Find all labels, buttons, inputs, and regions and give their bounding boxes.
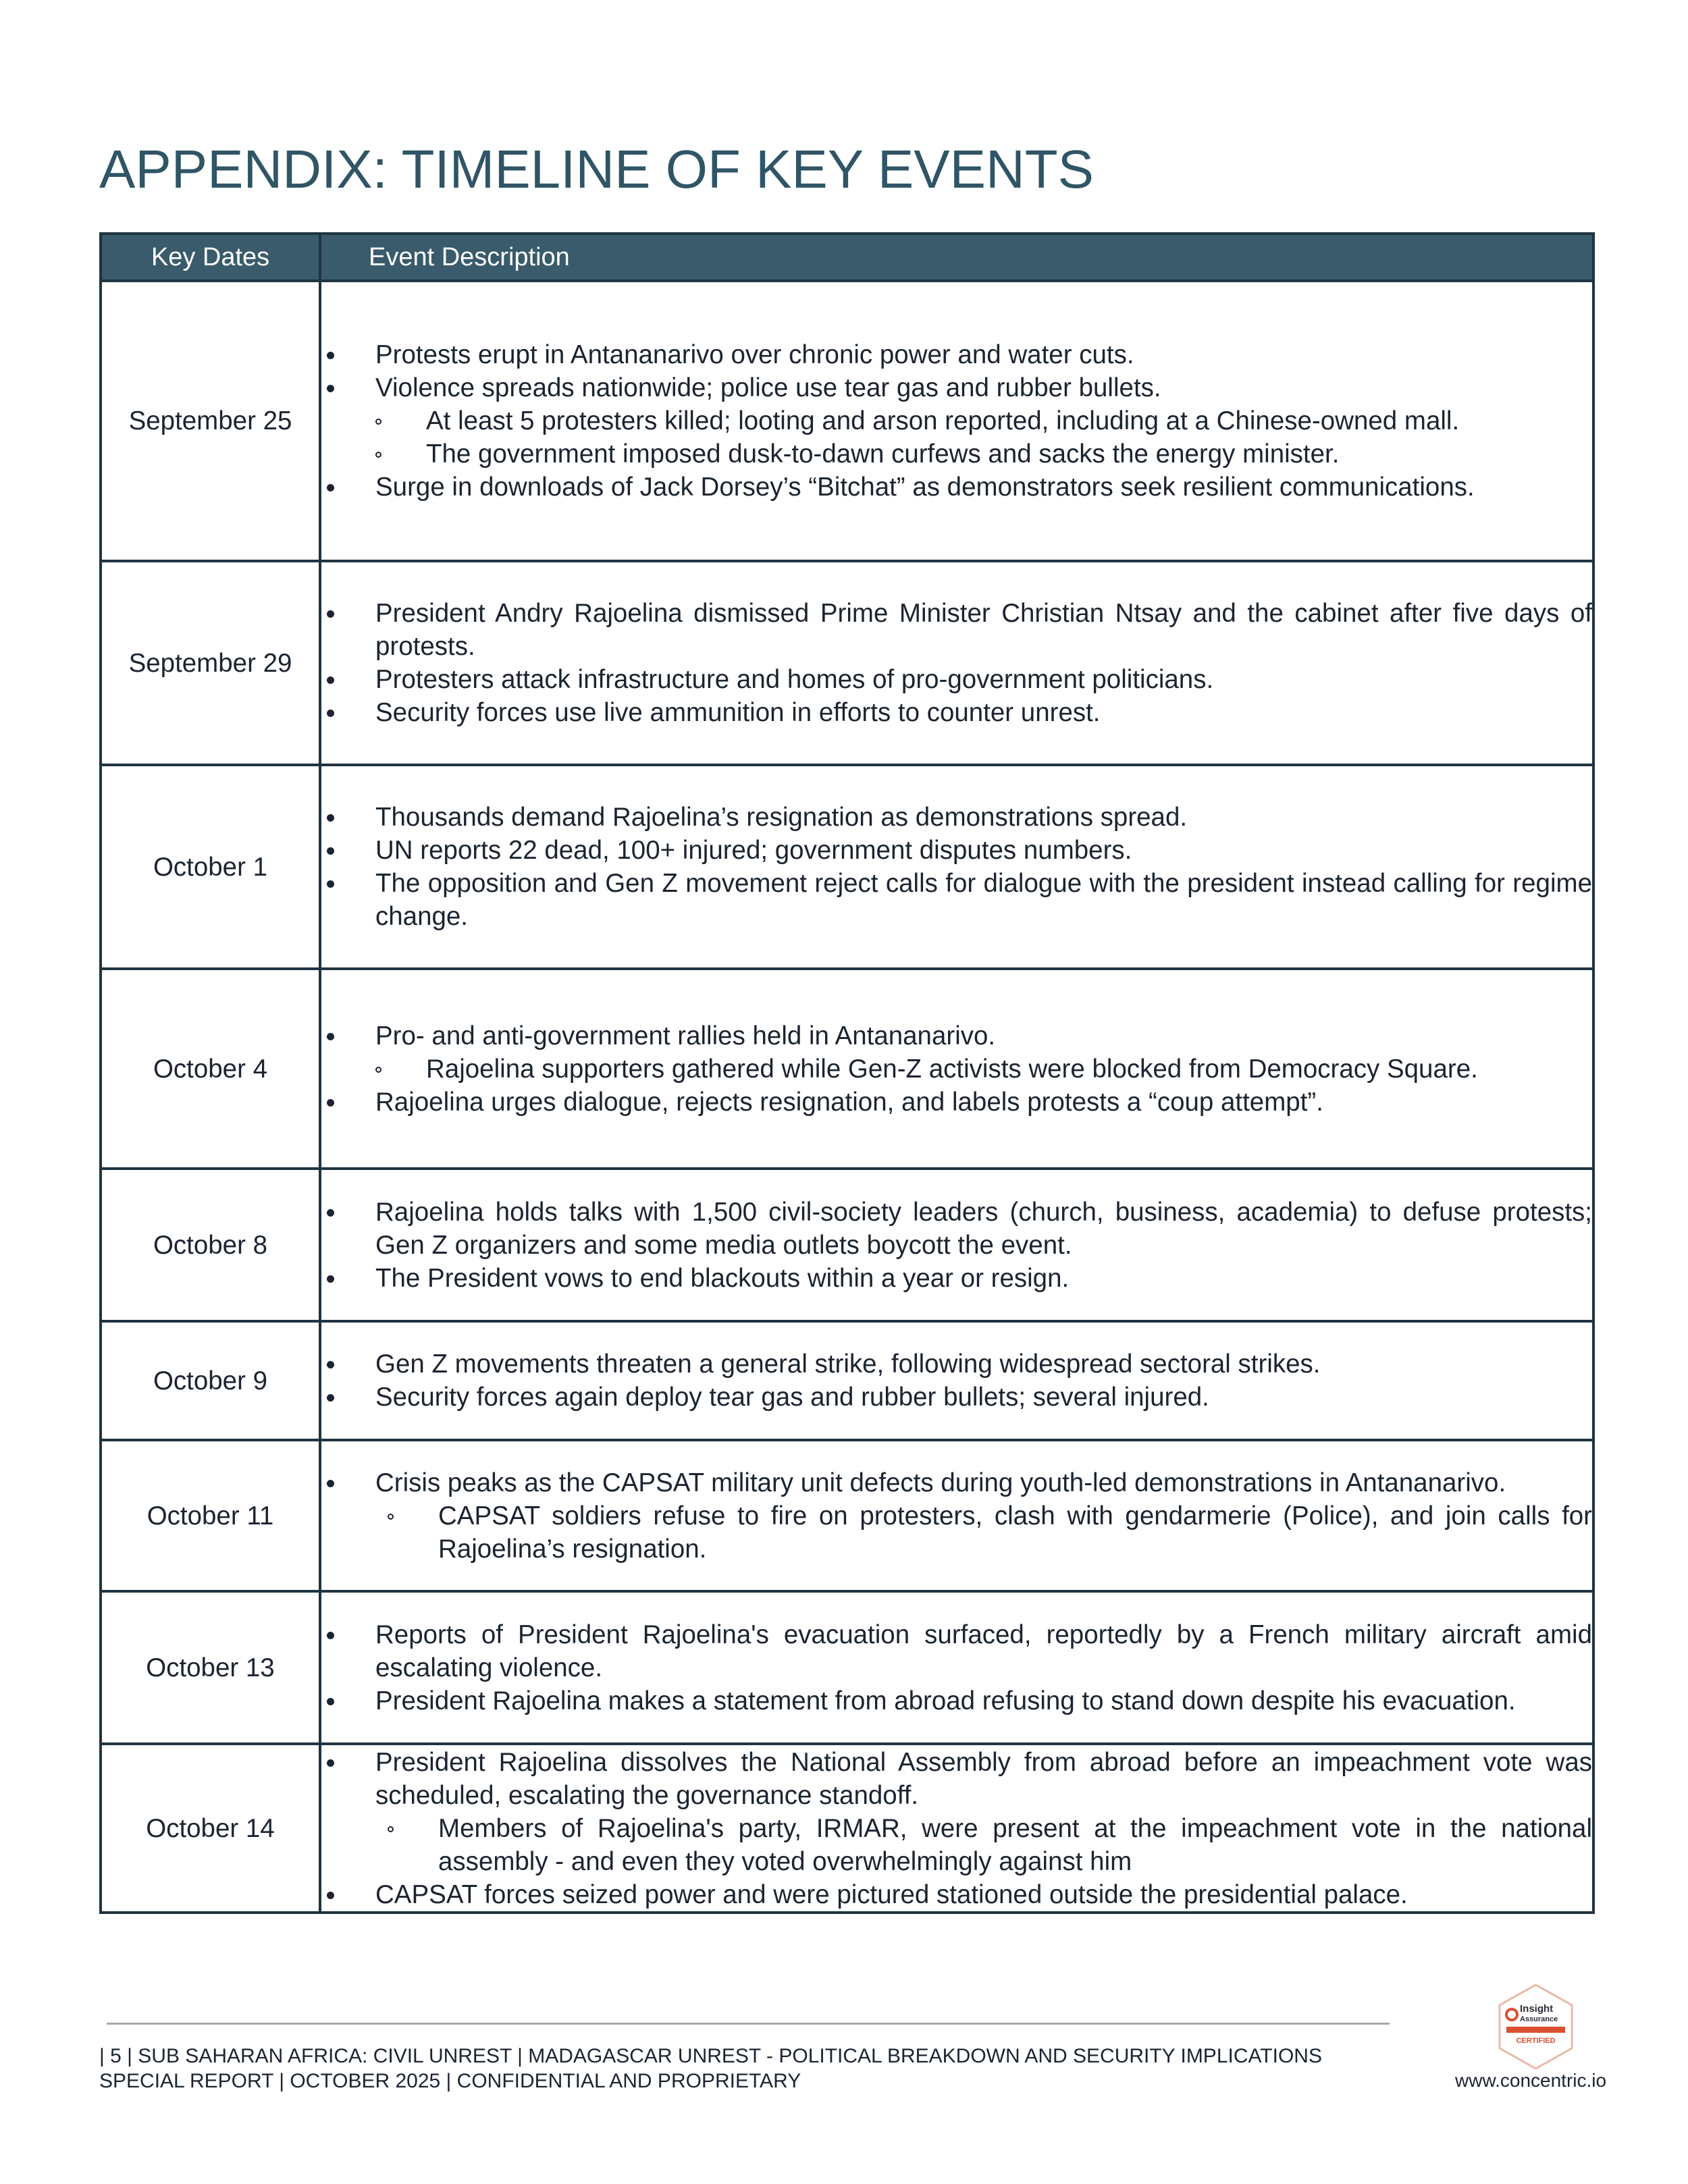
svg-text:Insight: Insight bbox=[1520, 2003, 1554, 2015]
event-sub-bullet: The government imposed dusk-to-dawn curfews and sacks the energy minister. bbox=[375, 437, 1592, 471]
event-bullet: President Rajoelina makes a statement from abroad refusing to stand down despite his evacuation. bbox=[321, 1684, 1592, 1717]
event-sub-bullet: Members of Rajoelina's party, IRMAR, were present at the impeachment vote in the national assembly - and even they voted overwhelmingly against him bbox=[388, 1812, 1592, 1878]
event-description bbox=[320, 1321, 1593, 1440]
event-bullet: Pro- and anti-government rallies held in Antananarivo. Rajoelina supporters gathered while Gen-Z activists were blocked from Democracy Square. bbox=[321, 1019, 1592, 1086]
event-bullet: The President vows to end blackouts within a year or resign. bbox=[321, 1262, 1592, 1295]
table-row bbox=[101, 1440, 1593, 1591]
timeline-table bbox=[99, 232, 1595, 1914]
key-date: September 29 bbox=[101, 561, 320, 765]
event-bullet: Rajoelina holds talks with 1,500 civil-society leaders (church, business, academia) to defuse protests; Gen Z organizers and some media outlets boycott the event. bbox=[321, 1196, 1592, 1262]
event-sub-bullet: CAPSAT soldiers refuse to fire on protesters, clash with gendarmerie (Police), and join calls for Rajoelina’s resignation. bbox=[388, 1499, 1592, 1566]
header-event-description: Event Description bbox=[320, 234, 1593, 281]
header-key-dates: Key Dates bbox=[101, 234, 320, 281]
event-description bbox=[320, 1744, 1593, 1913]
event-bullet: President Andry Rajoelina dismissed Prime Minister Christian Ntsay and the cabinet after five days of protests. bbox=[321, 597, 1592, 663]
website-link[interactable]: www.concentric.io bbox=[1455, 2070, 1607, 2091]
table-row bbox=[101, 1321, 1593, 1440]
event-bullet: Gen Z movements threaten a general strike, following widespread sectoral strikes. bbox=[321, 1348, 1592, 1381]
event-bullet: UN reports 22 dead, 100+ injured; government disputes numbers. bbox=[321, 834, 1592, 867]
table-row bbox=[101, 1169, 1593, 1321]
table-row bbox=[101, 765, 1593, 969]
event-bullet: Reports of President Rajoelina's evacuation surfaced, reportedly by a French military aircraft amid escalating violence. bbox=[321, 1618, 1592, 1684]
svg-text:Assurance: Assurance bbox=[1520, 2015, 1558, 2023]
svg-text:CERTIFIED: CERTIFIED bbox=[1516, 2037, 1556, 2045]
key-date: October 11 bbox=[101, 1440, 320, 1591]
insight-assurance-badge-icon bbox=[1497, 1983, 1575, 2070]
event-bullet: Surge in downloads of Jack Dorsey’s “Bitchat” as demonstrators seek resilient communications. bbox=[321, 471, 1592, 504]
event-bullet: President Rajoelina dissolves the National Assembly from abroad before an impeachment vote was scheduled, escalating the governance standoff. Members of Rajoelina's party, IRMAR, were present at the impeachment vote in the national assembly - and even they voted overwhelmingly against him bbox=[321, 1746, 1592, 1878]
key-date: October 8 bbox=[101, 1169, 320, 1321]
event-bullet: Security forces again deploy tear gas and rubber bullets; several injured. bbox=[321, 1381, 1592, 1414]
table-header-row bbox=[101, 234, 1593, 281]
event-bullet: Security forces use live ammunition in efforts to counter unrest. bbox=[321, 696, 1592, 729]
event-sub-bullet: At least 5 protesters killed; looting and arson reported, including at a Chinese-owned mall. bbox=[375, 404, 1592, 437]
table-row bbox=[101, 561, 1593, 765]
event-bullet: Rajoelina urges dialogue, rejects resignation, and labels protests a “coup attempt”. bbox=[321, 1086, 1592, 1119]
key-date: October 9 bbox=[101, 1321, 320, 1440]
table-row bbox=[101, 969, 1593, 1169]
event-description bbox=[320, 1169, 1593, 1321]
event-description bbox=[320, 1440, 1593, 1591]
event-bullet: The opposition and Gen Z movement reject calls for dialogue with the president instead calling for regime change. bbox=[321, 867, 1592, 933]
event-bullet: Violence spreads nationwide; police use tear gas and rubber bullets. At least 5 protesters killed; looting and arson reported, including at a Chinese-owned mall. The government imposed dusk-to-dawn curfews and sacks the energy minister. bbox=[321, 371, 1592, 471]
table-row bbox=[101, 1591, 1593, 1744]
event-description bbox=[320, 969, 1593, 1169]
page-title: APPENDIX: TIMELINE OF KEY EVENTS bbox=[99, 139, 1094, 199]
key-date: October 1 bbox=[101, 765, 320, 969]
table-row bbox=[101, 1744, 1593, 1913]
footer-divider bbox=[107, 2023, 1390, 2025]
event-description bbox=[320, 561, 1593, 765]
event-sub-bullet: Rajoelina supporters gathered while Gen-Z activists were blocked from Democracy Square. bbox=[375, 1053, 1592, 1086]
footer-report-line: | 5 | SUB SAHARAN AFRICA: CIVIL UNREST | MADAGASCAR UNREST - POLITICAL BREAKDOWN AND SECURITY IMPLICATIONS bbox=[99, 2045, 1322, 2067]
event-bullet: CAPSAT forces seized power and were pictured stationed outside the presidential palace. bbox=[321, 1878, 1592, 1911]
event-bullet: Crisis peaks as the CAPSAT military unit defects during youth-led demonstrations in Antananarivo. CAPSAT soldiers refuse to fire on protesters, clash with gendarmerie (Police), and join calls for Rajoelina’s resignation. bbox=[321, 1466, 1592, 1566]
event-bullet: Protesters attack infrastructure and homes of pro-government politicians. bbox=[321, 663, 1592, 696]
footer-confidential-line: SPECIAL REPORT | OCTOBER 2025 | CONFIDENTIAL AND PROPRIETARY bbox=[99, 2070, 801, 2092]
event-bullet: Protests erupt in Antananarivo over chronic power and water cuts. bbox=[321, 338, 1592, 371]
key-date: October 4 bbox=[101, 969, 320, 1169]
event-description bbox=[320, 281, 1593, 561]
event-description bbox=[320, 765, 1593, 969]
key-date: October 13 bbox=[101, 1591, 320, 1744]
key-date: October 14 bbox=[101, 1744, 320, 1913]
event-description bbox=[320, 1591, 1593, 1744]
event-bullet: Thousands demand Rajoelina’s resignation as demonstrations spread. bbox=[321, 801, 1592, 834]
table-row bbox=[101, 281, 1593, 561]
key-date: September 25 bbox=[101, 281, 320, 561]
